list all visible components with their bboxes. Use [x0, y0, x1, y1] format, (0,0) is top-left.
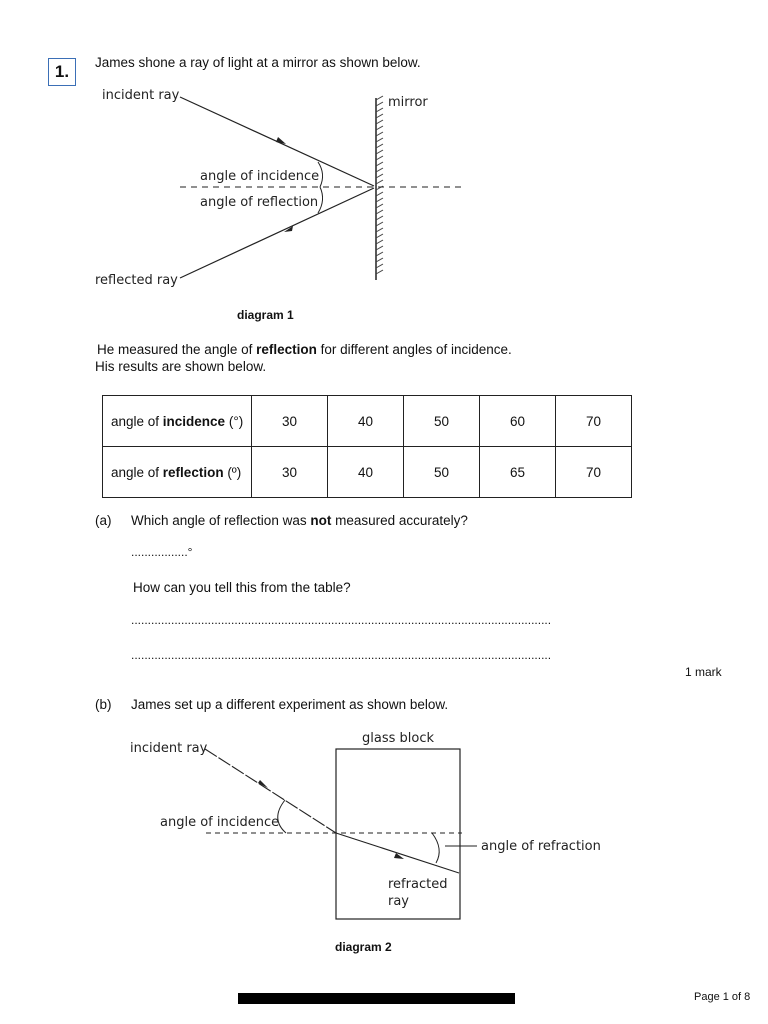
label-refracted: refracted: [388, 877, 448, 892]
row-header-reflection: angle of reflection (º): [103, 447, 252, 498]
page-number: Page 1 of 8: [694, 991, 751, 1003]
table-cell: 70: [556, 447, 632, 498]
answer-line-2[interactable]: ..............................................................................................................................: [131, 648, 552, 662]
reflection-arc: [318, 187, 323, 213]
table-cell: 65: [480, 447, 556, 498]
diagram-1-caption: diagram 1: [237, 308, 294, 322]
label-glass-block: glass block: [362, 731, 435, 746]
label-mirror: mirror: [388, 95, 428, 110]
table-cell: 50: [404, 396, 480, 447]
measured-line-2: His results are shown below.: [95, 359, 267, 374]
results-table: [102, 395, 632, 498]
refraction-arc: [432, 833, 439, 863]
question-intro: James shone a ray of light at a mirror as shown below.: [95, 55, 421, 70]
question-number: 1.: [48, 58, 76, 86]
part-b-text: James set up a different experiment as shown below.: [131, 697, 449, 712]
label-angle-reflection: angle of reflection: [200, 195, 319, 210]
diagram-2: [0, 725, 768, 925]
label-angle-refraction: angle of refraction: [481, 839, 601, 854]
measured-line-1: He measured the angle of reflection for different angles of incidence.: [97, 342, 512, 357]
label-ray: ray: [388, 894, 410, 909]
table-row: [103, 396, 632, 447]
incident-arrow-icon: [276, 137, 286, 144]
diagram-2-caption: diagram 2: [335, 940, 392, 954]
redaction-bar: [238, 993, 515, 1004]
table-cell: 40: [328, 447, 404, 498]
table-cell: 50: [404, 447, 480, 498]
table-cell: 60: [480, 396, 556, 447]
table-cell: 30: [252, 396, 328, 447]
part-b-label: (b): [95, 697, 112, 712]
part-a-how: How can you tell this from the table?: [133, 580, 351, 595]
label-angle-incidence-2: angle of incidence: [160, 815, 280, 830]
answer-blank-angle[interactable]: .................°: [131, 545, 193, 559]
row-header-incidence: angle of incidence (°): [103, 396, 252, 447]
refracted-ray-line: [336, 833, 459, 873]
mirror-hatching: [376, 96, 383, 274]
label-incident-ray: incident ray: [102, 88, 180, 103]
answer-line-1[interactable]: ..............................................................................................................................: [131, 613, 552, 627]
mark-value: 1 mark: [685, 665, 722, 679]
part-a-question: Which angle of reflection was not measured accurately?: [131, 513, 468, 528]
diagram-1: [0, 80, 768, 310]
table-cell: 30: [252, 447, 328, 498]
table-row: [103, 447, 632, 498]
table-cell: 70: [556, 396, 632, 447]
label-reflected-ray: reflected ray: [95, 273, 178, 288]
label-incident-ray-2: incident ray: [130, 741, 208, 756]
label-angle-incidence: angle of incidence: [200, 169, 320, 184]
part-a-label: (a): [95, 513, 112, 528]
table-cell: 40: [328, 396, 404, 447]
